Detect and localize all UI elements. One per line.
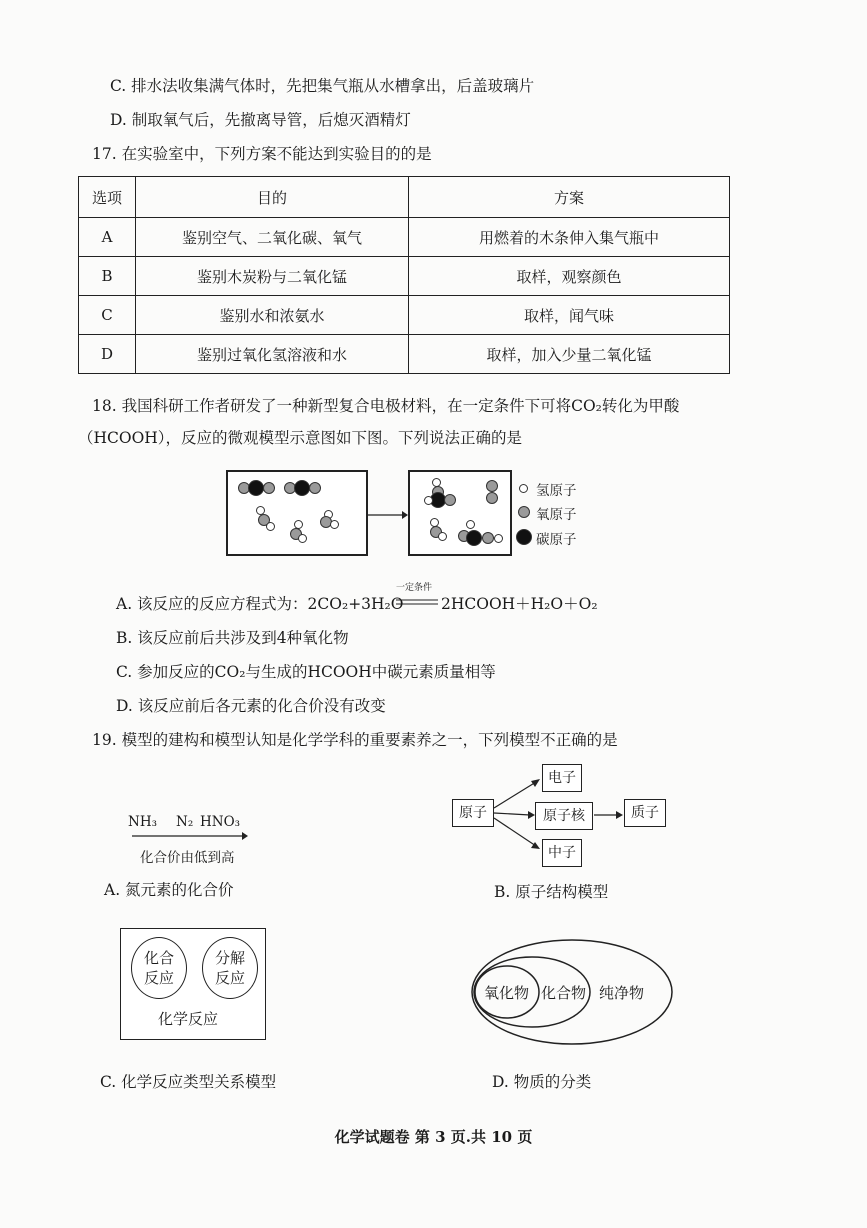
q16-option-c: C. 排水法收集满气体时，先把集气瓶从水槽拿出，后盖玻璃片 [110, 77, 535, 95]
valence-axis-label: 化合价由低到高 [140, 850, 235, 866]
oxide-label: 氧化物 [484, 984, 530, 1002]
table-cell: 取样，观察颜色 [409, 257, 730, 296]
q18-option-c: C. 参加反应的CO₂与生成的HCOOH中碳元素质量相等 [116, 663, 496, 681]
pure-substance-label: 纯净物 [599, 984, 645, 1002]
species-nh3: NH₃ [128, 814, 157, 830]
q19-stem: 19. 模型的建构和模型认知是化学学科的重要素养之一，下列模型不正确的是 [92, 731, 618, 749]
header-purpose: 目的 [136, 177, 409, 218]
species-hno3: HNO₃ [200, 814, 241, 830]
proton-box: 质子 [624, 799, 666, 827]
decomposition-label-2: 反应 [214, 969, 245, 987]
q16-option-d: D. 制取氧气后，先撤离导管，后熄灭酒精灯 [110, 111, 411, 129]
q19-caption-c: C. 化学反应类型关系模型 [100, 1073, 277, 1091]
table-cell: B [79, 257, 136, 296]
table-cell: 取样，闻气味 [409, 296, 730, 335]
q18-stem-line1: 18. 我国科研工作者研发了一种新型复合电极材料，在一定条件下可将CO₂转化为甲酸 [92, 397, 680, 415]
table-cell: 鉴别水和浓氨水 [136, 296, 409, 335]
species-n2: N₂ [176, 814, 194, 830]
combination-label-1: 化合 [143, 949, 174, 967]
q19-caption-b: B. 原子结构模型 [494, 883, 609, 901]
combination-label-2: 反应 [143, 969, 174, 987]
combination-reaction-circle [131, 937, 187, 999]
table-cell: 鉴别空气、二氧化碳、氧气 [136, 218, 409, 257]
atom-box: 原子 [452, 799, 494, 827]
table-cell: A [79, 218, 136, 257]
q19-caption-d: D. 物质的分类 [492, 1073, 592, 1091]
q18-option-d: D. 该反应前后各元素的化合价没有改变 [116, 697, 386, 715]
table-cell: C [79, 296, 136, 335]
decomposition-label-1: 分解 [214, 949, 245, 967]
electron-box: 电子 [542, 764, 582, 792]
q18-option-b: B. 该反应前后共涉及到4种氧化物 [116, 629, 349, 647]
page-footer: 化学试题卷 第 3 页.共 10 页 [334, 1128, 533, 1146]
header-option: 选项 [79, 177, 136, 218]
q18-option-a-suffix: 2HCOOH＋H₂O＋O₂ [441, 595, 598, 613]
q19-caption-a: A. 氮元素的化合价 [104, 881, 234, 899]
table-cell: 取样，加入少量二氧化锰 [409, 335, 730, 374]
q18-stem-line2: （HCOOH），反应的微观模型示意图如下图。下列说法正确的是 [78, 429, 523, 447]
chemical-reaction-label: 化学反应 [158, 1010, 219, 1028]
table-cell: 鉴别过氧化氢溶液和水 [136, 335, 409, 374]
legend-hydrogen: 氢原子 [536, 483, 577, 499]
table-cell: D [79, 335, 136, 374]
table-cell: 用燃着的木条伸入集气瓶中 [409, 218, 730, 257]
legend-carbon: 碳原子 [536, 532, 577, 548]
reaction-condition: 一定条件 [396, 583, 433, 593]
nucleus-box: 原子核 [535, 802, 593, 830]
header-plan: 方案 [409, 177, 730, 218]
compound-label: 化合物 [541, 984, 587, 1002]
table-cell: 鉴别木炭粉与二氧化锰 [136, 257, 409, 296]
legend-oxygen: 氧原子 [536, 507, 577, 523]
decomposition-reaction-circle [202, 937, 258, 999]
q18-option-a-prefix: A. 该反应的反应方程式为：2CO₂+3H₂O [116, 595, 404, 613]
q17-stem: 17. 在实验室中，下列方案不能达到实验目的的是 [92, 145, 432, 163]
neutron-box: 中子 [542, 839, 582, 867]
